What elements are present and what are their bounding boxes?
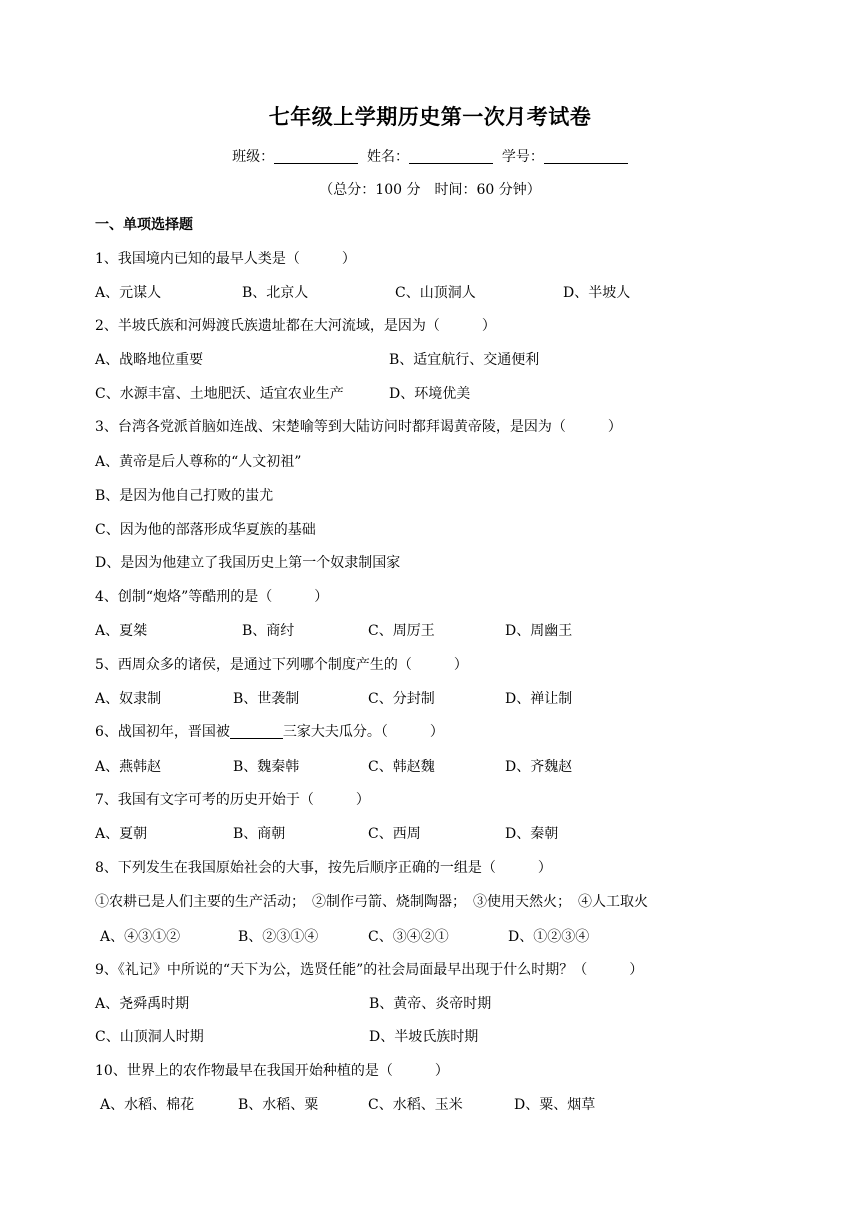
q2-option-a: A、战略地位重要 (95, 352, 204, 368)
q6-option-d: D、齐魏赵 (505, 759, 573, 775)
q7-option-d: D、秦朝 (505, 826, 559, 842)
q10-option-d: D、粟、烟草 (514, 1097, 596, 1113)
q5-option-c: C、分封制 (368, 691, 435, 707)
student-info-line (0, 146, 860, 166)
q5-option-b: B、世袭制 (233, 691, 300, 707)
section-heading: 一、单项选择题 (95, 217, 193, 233)
q10-option-c: C、水稻、玉米 (368, 1097, 463, 1113)
q8-option-c: C、③④②① (368, 929, 449, 945)
q9-option-c: C、山顶洞人时期 (95, 1029, 204, 1045)
q3-option-c: C、因为他的部落形成华夏族的基础 (95, 522, 316, 538)
q4-option-b: B、商纣 (242, 623, 295, 639)
q2-option-b: B、适宜航行、交通便利 (389, 352, 540, 368)
q2-option-c: C、水源丰富、土地肥沃、适宜农业生产 (95, 386, 344, 402)
question-3-stem: 3、台湾各党派首脑如连战、宋楚喻等到大陆访问时都拜谒黄帝陵，是因为（ ） (95, 419, 622, 435)
q6-stem-before: 6、战国初年，晋国被 (95, 724, 230, 740)
q10-option-a: A、水稻、棉花 (100, 1097, 195, 1113)
q4-option-d: D、周幽王 (505, 623, 573, 639)
q6-option-b: B、魏秦韩 (233, 759, 300, 775)
q7-option-c: C、西周 (368, 826, 421, 842)
q6-fill-blank (230, 724, 283, 739)
class-label: 班级： (232, 149, 275, 165)
q5-option-d: D、禅让制 (505, 691, 573, 707)
q10-option-b: B、水稻、粟 (238, 1097, 319, 1113)
q8-event-list: ①农耕已是人们主要的生产活动； ②制作弓箭、烧制陶器； ③使用天然火； ④人工取火 (95, 894, 648, 910)
name-label: 姓名： (367, 149, 409, 165)
q4-option-c: C、周厉王 (368, 623, 435, 639)
question-2-stem: 2、半坡氏族和河姆渡氏族遗址都在大河流域，是因为（ ） (95, 318, 496, 334)
question-4-stem: 4、创制“炮烙”等酷刑的是（ ） (95, 589, 329, 605)
q3-option-a: A、黄帝是后人尊称的“人文初祖” (95, 454, 302, 470)
class-blank (274, 149, 358, 164)
page-title: 七年级上学期历史第一次月考试卷 (268, 104, 592, 129)
id-label: 学号： (501, 149, 544, 165)
q9-option-b: B、黄帝、炎帝时期 (369, 996, 492, 1012)
q8-option-d: D、①②③④ (508, 929, 590, 945)
q4-option-a: A、夏桀 (95, 623, 148, 639)
q1-option-a: A、元谋人 (95, 285, 162, 301)
q3-option-b: B、是因为他自己打败的蚩尤 (95, 488, 274, 504)
q6-option-c: C、韩赵魏 (368, 759, 435, 775)
id-blank (544, 149, 628, 164)
q2-option-d: D、环境优美 (389, 386, 471, 402)
q1-option-b: B、北京人 (242, 285, 309, 301)
q5-option-a: A、奴隶制 (95, 691, 162, 707)
q6-option-a: A、燕韩赵 (95, 759, 162, 775)
q1-option-c: C、山顶洞人 (395, 285, 476, 301)
question-8-stem: 8、下列发生在我国原始社会的大事，按先后顺序正确的一组是（ ） (95, 860, 552, 876)
name-blank (409, 149, 493, 164)
question-9-stem: 9、《礼记》中所说的“天下为公，选贤任能”的社会局面最早出现于什么时期？（ ） (95, 962, 644, 978)
exam-meta: （总分：100 分 时间：60 分钟） (319, 182, 541, 198)
q7-option-b: B、商朝 (233, 826, 286, 842)
q8-option-a: A、④③①② (100, 929, 181, 945)
q9-option-d: D、半坡氏族时期 (369, 1029, 479, 1045)
question-6-stem (95, 721, 444, 741)
question-7-stem: 7、我国有文字可考的历史开始于（ ） (95, 792, 370, 808)
question-5-stem: 5、西周众多的诸侯，是通过下列哪个制度产生的（ ） (95, 657, 468, 673)
q8-option-b: B、②③①④ (238, 929, 319, 945)
question-10-stem: 10、世界上的农作物最早在我国开始种植的是（ ） (95, 1063, 449, 1079)
q6-stem-after: 三家大夫瓜分。（ ） (282, 724, 444, 740)
q1-option-d: D、半坡人 (563, 285, 631, 301)
q3-option-d: D、是因为他建立了我国历史上第一个奴隶制国家 (95, 555, 401, 571)
question-1-stem: 1、我国境内已知的最早人类是（ ） (95, 251, 356, 267)
q7-option-a: A、夏朝 (95, 826, 148, 842)
q9-option-a: A、尧舜禹时期 (95, 996, 190, 1012)
